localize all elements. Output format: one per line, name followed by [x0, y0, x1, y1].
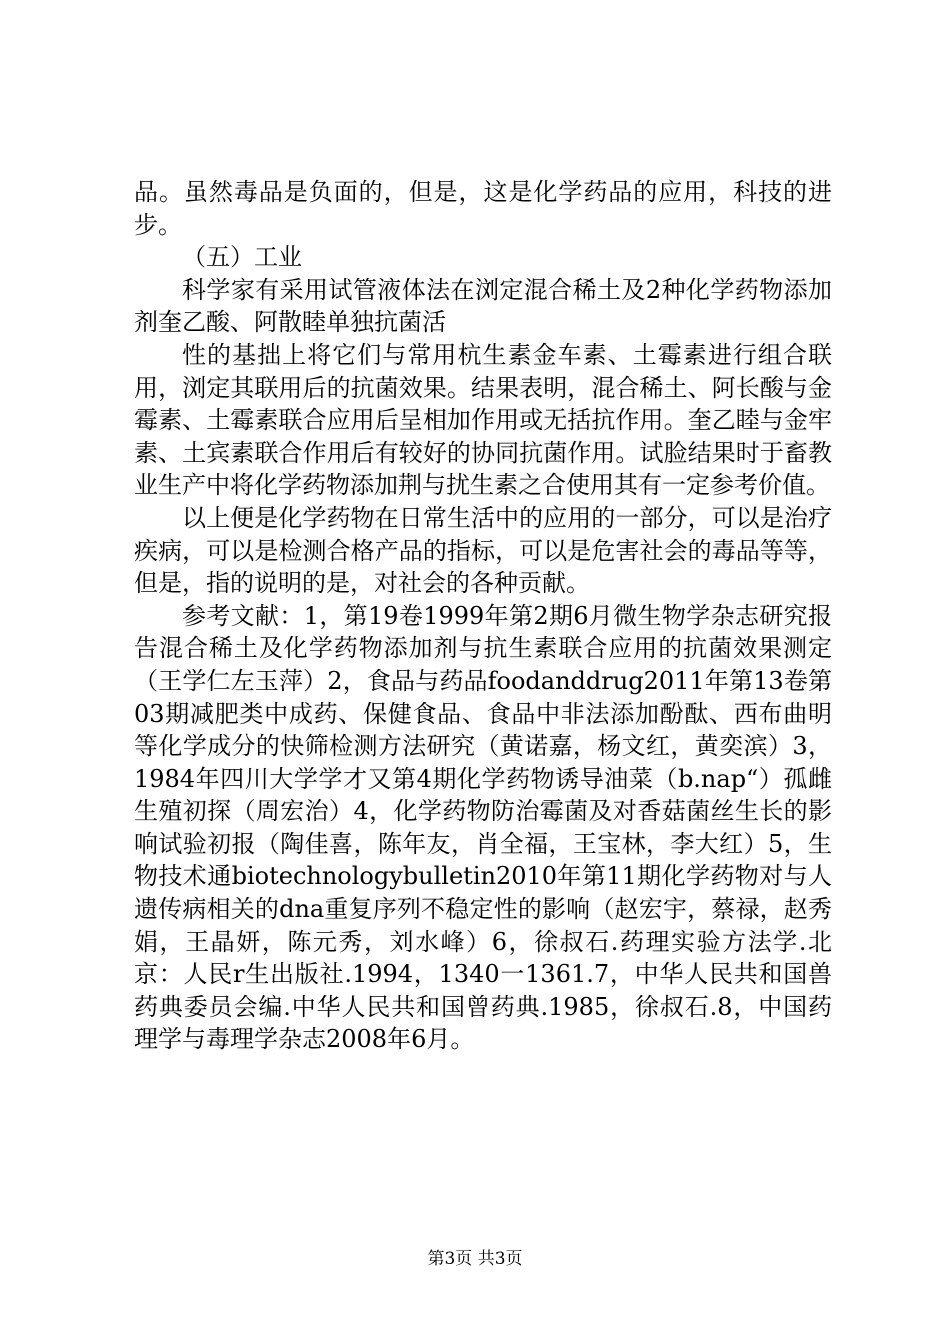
section-heading: （五）工业 — [182, 243, 302, 272]
references-paragraph: 参考文献：1，第19卷1999年第2期6月微生物学杂志研究报告混合稀土及化学药物添加剂与抗生素联合应用的抗菌效果测定（王学仁左玉萍）2，食品与药品foodanddrug2011年第13卷第03期减肥类中成药、保健食品、食品中非法添加酚酞、西布曲明等化学成分的快筛检测方法研究（黄诺嘉，杨文红，黄奕滨）3，1984年四川大学学才又第4期化学药物诱导油菜（b.nap“）孤雌生殖初探（周宏治）4，化学药物防治霉菌及对香菇菌丝生长的影响试验初报（陶佳喜，陈年友，肖全福，王宝林，李大红）5，生物技术通biotechnologybulletin2010年第11期化学药物对与人遗传病相关的dna重复序列不稳定性的影响（赵宏宇，蔡禄，赵秀娟，王晶妍，陈元秀，刘水峰）6，徐叔石.药理实验方法学.北京：人民r生出版社.1994，1340一1361.7，中华人民共和国兽药典委员会编.中华人民共和国曾药典.1985，徐叔石.8，中国药理学与毒理学杂志2008年6月。 — [134, 601, 832, 1054]
paragraph: 品。虽然毒品是负面的，但是，这是化学药品的应用，科技的进步。 — [134, 178, 832, 239]
document-body — [134, 176, 832, 1056]
page-number-footer: 第3页 共3页 — [427, 1249, 523, 1269]
paragraph: 以上便是化学药物在日常生活中的应用的一部分，可以是治疗疾病，可以是检测合格产品的指标，可以是危害社会的毒品等等，但是，指的说明的是，对社会的各种贡献。 — [134, 503, 832, 598]
paragraph: 科学家有采用试管液体法在浏定混合稀土及2种化学药物添加剂奎乙酸、阿散睦单独抗菌活 — [134, 275, 832, 337]
paragraph: 性的基拙上将它们与常用杭生素金车素、土霉素进行组合联用，浏定其联用后的抗菌效果。结果表明，混合稀土、阿长酸与金霉素、土霉素联合应用后呈相加作用或无括抗作用。奎乙睦与金牢素、土宾素联合作用后有较好的协同抗菌作用。试脸结果时于畜教业生产中将化学药物添加荆与扰生素之合使用其有一定参考价值。 — [134, 340, 832, 500]
